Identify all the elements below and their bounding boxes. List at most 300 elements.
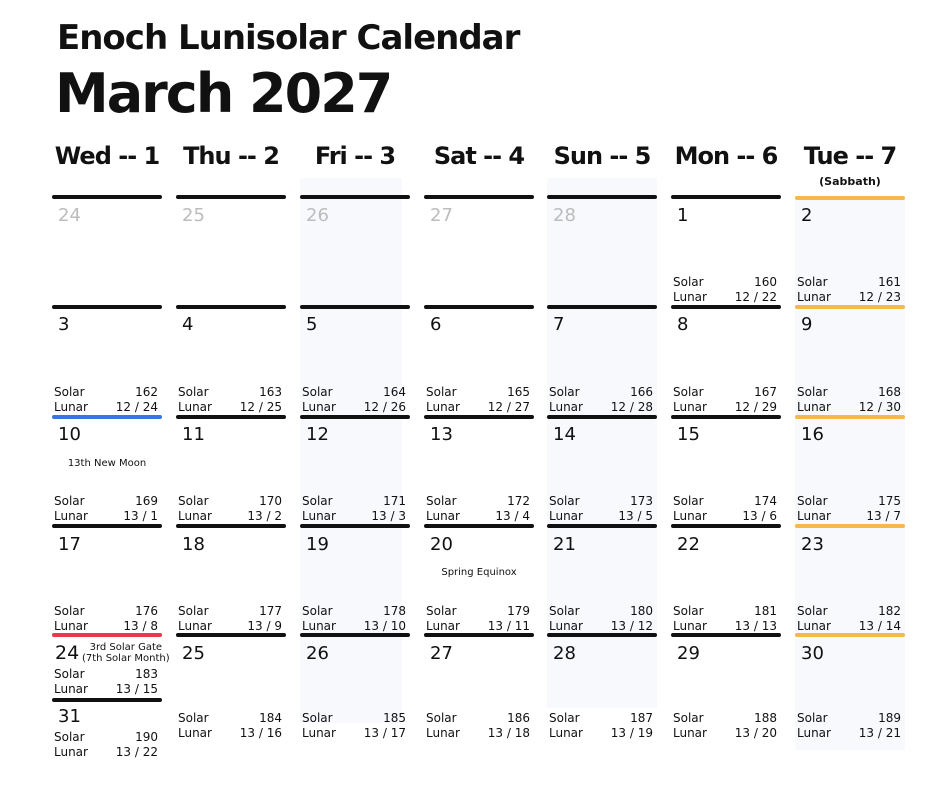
solar-row bbox=[549, 385, 653, 400]
lunar-label: Lunar bbox=[673, 619, 707, 633]
weekday-header: Sun -- 5 bbox=[553, 142, 651, 170]
day-note: 13th New Moon bbox=[67, 458, 147, 469]
solar-row bbox=[673, 385, 777, 400]
solar-label: Solar bbox=[673, 385, 704, 399]
solar-lunar-info bbox=[673, 604, 777, 634]
weekday-header: Wed -- 1 bbox=[54, 142, 160, 170]
lunar-label: Lunar bbox=[549, 619, 583, 633]
solar-row bbox=[673, 494, 777, 509]
lunar-label: Lunar bbox=[54, 509, 88, 523]
lunar-label: Lunar bbox=[54, 745, 88, 759]
solar-lunar-info bbox=[302, 385, 406, 415]
day-number: 5 bbox=[306, 314, 318, 335]
solar-label: Solar bbox=[797, 385, 828, 399]
solar-row bbox=[797, 275, 901, 290]
lunar-row bbox=[673, 619, 777, 634]
solar-lunar-info bbox=[54, 730, 158, 760]
lunar-label: Lunar bbox=[549, 509, 583, 523]
week-divider bbox=[547, 524, 657, 528]
solar-month-line: (7th Solar Month) bbox=[82, 653, 170, 664]
day-number: 17 bbox=[58, 534, 81, 555]
lunar-value: 13 / 11 bbox=[487, 619, 530, 633]
lunar-label: Lunar bbox=[797, 726, 831, 740]
day-number: 28 bbox=[553, 205, 576, 226]
lunar-value: 12 / 30 bbox=[858, 400, 901, 414]
solar-value: 162 bbox=[135, 385, 158, 399]
solar-lunar-info bbox=[426, 385, 530, 415]
day-number: 23 bbox=[801, 534, 824, 555]
week-divider bbox=[795, 196, 905, 200]
solar-gate-note bbox=[82, 642, 170, 664]
solar-label: Solar bbox=[797, 275, 828, 289]
solar-row bbox=[426, 711, 530, 726]
solar-row bbox=[54, 730, 158, 745]
lunar-value: 13 / 13 bbox=[734, 619, 777, 633]
lunar-label: Lunar bbox=[426, 400, 460, 414]
day-column bbox=[424, 0, 534, 788]
lunar-label: Lunar bbox=[797, 400, 831, 414]
day-number: 26 bbox=[306, 643, 329, 664]
day-number: 8 bbox=[677, 314, 689, 335]
day-column bbox=[300, 0, 410, 788]
solar-value: 176 bbox=[135, 604, 158, 618]
day-number: 12 bbox=[306, 424, 329, 445]
solar-label: Solar bbox=[673, 604, 704, 618]
day-number: 18 bbox=[182, 534, 205, 555]
solar-value: 164 bbox=[383, 385, 406, 399]
solar-row bbox=[797, 604, 901, 619]
lunar-row bbox=[797, 619, 901, 634]
day-note: Spring Equinox bbox=[441, 567, 517, 578]
lunar-row bbox=[302, 400, 406, 415]
lunar-value: 13 / 3 bbox=[371, 509, 406, 523]
lunar-row bbox=[797, 509, 901, 524]
lunar-value: 13 / 7 bbox=[866, 509, 901, 523]
lunar-value: 13 / 21 bbox=[858, 726, 901, 740]
solar-value: 183 bbox=[135, 667, 158, 681]
solar-value: 189 bbox=[878, 711, 901, 725]
lunar-value: 13 / 4 bbox=[495, 509, 530, 523]
week-divider bbox=[176, 524, 286, 528]
lunar-value: 12 / 23 bbox=[858, 290, 901, 304]
solar-row bbox=[426, 385, 530, 400]
solar-lunar-info bbox=[673, 275, 777, 305]
lunar-row bbox=[54, 509, 158, 524]
solar-value: 166 bbox=[630, 385, 653, 399]
solar-value: 172 bbox=[507, 494, 530, 508]
solar-label: Solar bbox=[549, 604, 580, 618]
solar-lunar-info bbox=[426, 711, 530, 741]
lunar-label: Lunar bbox=[426, 619, 460, 633]
lunar-row bbox=[426, 400, 530, 415]
solar-value: 179 bbox=[507, 604, 530, 618]
lunar-label: Lunar bbox=[302, 509, 336, 523]
week-divider bbox=[176, 305, 286, 309]
solar-lunar-info bbox=[549, 711, 653, 741]
solar-label: Solar bbox=[178, 604, 209, 618]
lunar-label: Lunar bbox=[178, 619, 212, 633]
solar-row bbox=[302, 385, 406, 400]
lunar-label: Lunar bbox=[673, 400, 707, 414]
lunar-value: 12 / 28 bbox=[610, 400, 653, 414]
day-number: 19 bbox=[306, 534, 329, 555]
week-divider bbox=[671, 415, 781, 419]
lunar-label: Lunar bbox=[426, 509, 460, 523]
lunar-label: Lunar bbox=[673, 726, 707, 740]
solar-label: Solar bbox=[426, 494, 457, 508]
week-divider bbox=[52, 524, 162, 528]
solar-label: Solar bbox=[54, 730, 85, 744]
lunar-value: 13 / 22 bbox=[115, 745, 158, 759]
solar-label: Solar bbox=[54, 385, 85, 399]
solar-label: Solar bbox=[302, 711, 333, 725]
lunar-label: Lunar bbox=[302, 400, 336, 414]
lunar-value: 13 / 9 bbox=[247, 619, 282, 633]
week-divider bbox=[424, 195, 534, 199]
solar-lunar-info bbox=[673, 711, 777, 741]
solar-row bbox=[549, 711, 653, 726]
lunar-row bbox=[54, 619, 158, 634]
day-column bbox=[671, 0, 781, 788]
lunar-label: Lunar bbox=[549, 400, 583, 414]
week-divider bbox=[300, 305, 410, 309]
solar-row bbox=[549, 494, 653, 509]
week-divider bbox=[300, 415, 410, 419]
solar-row bbox=[302, 711, 406, 726]
week-divider bbox=[547, 195, 657, 199]
lunar-value: 12 / 22 bbox=[734, 290, 777, 304]
solar-lunar-info bbox=[426, 604, 530, 634]
lunar-value: 12 / 26 bbox=[363, 400, 406, 414]
week-divider bbox=[300, 195, 410, 199]
solar-label: Solar bbox=[426, 711, 457, 725]
day-number: 4 bbox=[182, 314, 194, 335]
solar-value: 173 bbox=[630, 494, 653, 508]
solar-lunar-info bbox=[549, 494, 653, 524]
solar-lunar-info bbox=[54, 604, 158, 634]
lunar-row bbox=[549, 400, 653, 415]
lunar-label: Lunar bbox=[302, 726, 336, 740]
solar-row bbox=[302, 494, 406, 509]
solar-row bbox=[54, 667, 158, 682]
lunar-value: 12 / 29 bbox=[734, 400, 777, 414]
day-number: 31 bbox=[58, 706, 81, 727]
solar-row bbox=[549, 604, 653, 619]
lunar-label: Lunar bbox=[54, 619, 88, 633]
solar-lunar-info bbox=[549, 385, 653, 415]
solar-label: Solar bbox=[673, 711, 704, 725]
solar-value: 186 bbox=[507, 711, 530, 725]
day-number: 2 bbox=[801, 205, 813, 226]
solar-value: 163 bbox=[259, 385, 282, 399]
lunar-value: 12 / 27 bbox=[487, 400, 530, 414]
week-divider bbox=[795, 305, 905, 309]
week-divider bbox=[424, 524, 534, 528]
lunar-label: Lunar bbox=[797, 509, 831, 523]
solar-lunar-info bbox=[54, 667, 158, 697]
day-column bbox=[52, 0, 170, 788]
week-divider bbox=[547, 305, 657, 309]
day-number: 22 bbox=[677, 534, 700, 555]
solar-label: Solar bbox=[426, 385, 457, 399]
solar-value: 180 bbox=[630, 604, 653, 618]
lunar-row bbox=[797, 290, 901, 305]
lunar-row bbox=[54, 682, 158, 697]
lunar-value: 12 / 25 bbox=[239, 400, 282, 414]
solar-row bbox=[54, 494, 158, 509]
solar-lunar-info bbox=[302, 711, 406, 741]
day-number: 16 bbox=[801, 424, 824, 445]
solar-gate-line: 3rd Solar Gate bbox=[89, 642, 163, 653]
lunar-label: Lunar bbox=[673, 290, 707, 304]
lunar-label: Lunar bbox=[302, 619, 336, 633]
solar-value: 161 bbox=[878, 275, 901, 289]
solar-value: 188 bbox=[754, 711, 777, 725]
solar-row bbox=[673, 711, 777, 726]
solar-value: 165 bbox=[507, 385, 530, 399]
solar-lunar-info bbox=[797, 604, 901, 634]
lunar-row bbox=[178, 509, 282, 524]
lunar-row bbox=[178, 726, 282, 741]
day-number: 26 bbox=[306, 205, 329, 226]
solar-lunar-info bbox=[54, 385, 158, 415]
lunar-label: Lunar bbox=[178, 509, 212, 523]
week-divider bbox=[795, 415, 905, 419]
solar-lunar-info bbox=[426, 494, 530, 524]
solar-lunar-info bbox=[178, 494, 282, 524]
solar-value: 171 bbox=[383, 494, 406, 508]
lunar-value: 13 / 17 bbox=[363, 726, 406, 740]
solar-label: Solar bbox=[549, 711, 580, 725]
day-number: 6 bbox=[430, 314, 442, 335]
solar-label: Solar bbox=[673, 275, 704, 289]
solar-row bbox=[178, 711, 282, 726]
lunar-value: 13 / 19 bbox=[610, 726, 653, 740]
lunar-row bbox=[426, 726, 530, 741]
solar-row bbox=[673, 275, 777, 290]
solar-lunar-info bbox=[178, 711, 282, 741]
lunar-row bbox=[673, 290, 777, 305]
solar-label: Solar bbox=[302, 494, 333, 508]
solar-row bbox=[673, 604, 777, 619]
lunar-label: Lunar bbox=[426, 726, 460, 740]
solar-value: 160 bbox=[754, 275, 777, 289]
week-divider bbox=[176, 195, 286, 199]
day-number: 13 bbox=[430, 424, 453, 445]
solar-row bbox=[178, 494, 282, 509]
weekday-header: Sat -- 4 bbox=[433, 142, 525, 170]
week-divider bbox=[300, 524, 410, 528]
day-number: 30 bbox=[801, 643, 824, 664]
day-number: 15 bbox=[677, 424, 700, 445]
lunar-value: 13 / 18 bbox=[487, 726, 530, 740]
calendar-title: Enoch Lunisolar Calendar bbox=[57, 18, 520, 58]
solar-label: Solar bbox=[178, 711, 209, 725]
solar-lunar-info bbox=[302, 604, 406, 634]
week-divider bbox=[671, 305, 781, 309]
solar-value: 174 bbox=[754, 494, 777, 508]
solar-label: Solar bbox=[549, 385, 580, 399]
lunar-row bbox=[302, 619, 406, 634]
solar-value: 190 bbox=[135, 730, 158, 744]
day-number: 28 bbox=[553, 643, 576, 664]
lunar-row bbox=[797, 726, 901, 741]
solar-label: Solar bbox=[797, 494, 828, 508]
solar-lunar-info bbox=[797, 494, 901, 524]
solar-row bbox=[797, 385, 901, 400]
lunar-row bbox=[673, 726, 777, 741]
solar-lunar-info bbox=[673, 385, 777, 415]
day-number: 27 bbox=[430, 205, 453, 226]
solar-lunar-info bbox=[797, 275, 901, 305]
lunar-value: 13 / 10 bbox=[363, 619, 406, 633]
day-number: 7 bbox=[553, 314, 565, 335]
lunar-row bbox=[549, 726, 653, 741]
solar-value: 170 bbox=[259, 494, 282, 508]
solar-label: Solar bbox=[302, 385, 333, 399]
solar-label: Solar bbox=[673, 494, 704, 508]
lunar-label: Lunar bbox=[178, 726, 212, 740]
day-number: 25 bbox=[182, 205, 205, 226]
solar-label: Solar bbox=[54, 604, 85, 618]
solar-row bbox=[797, 494, 901, 509]
week-divider bbox=[52, 195, 162, 199]
lunar-label: Lunar bbox=[549, 726, 583, 740]
day-column bbox=[795, 0, 905, 788]
solar-lunar-info bbox=[673, 494, 777, 524]
solar-label: Solar bbox=[797, 711, 828, 725]
solar-value: 185 bbox=[383, 711, 406, 725]
solar-lunar-info bbox=[54, 494, 158, 524]
weekday-header: Thu -- 2 bbox=[183, 142, 279, 170]
week-divider bbox=[671, 195, 781, 199]
lunar-value: 13 / 1 bbox=[123, 509, 158, 523]
solar-label: Solar bbox=[797, 604, 828, 618]
lunar-row bbox=[178, 400, 282, 415]
lunar-row bbox=[673, 509, 777, 524]
lunar-value: 13 / 16 bbox=[239, 726, 282, 740]
solar-value: 187 bbox=[630, 711, 653, 725]
lunar-label: Lunar bbox=[673, 509, 707, 523]
lunar-label: Lunar bbox=[797, 619, 831, 633]
sabbath-label: (Sabbath) bbox=[819, 175, 881, 188]
day-column bbox=[547, 0, 657, 788]
lunar-row bbox=[426, 509, 530, 524]
lunar-row bbox=[302, 509, 406, 524]
solar-value: 169 bbox=[135, 494, 158, 508]
solar-row bbox=[797, 711, 901, 726]
lunar-row bbox=[549, 509, 653, 524]
lunar-label: Lunar bbox=[178, 400, 212, 414]
solar-row bbox=[178, 604, 282, 619]
lunar-row bbox=[54, 745, 158, 760]
week-divider bbox=[52, 415, 162, 419]
week-divider bbox=[424, 415, 534, 419]
day-number: 27 bbox=[430, 643, 453, 664]
lunar-value: 13 / 6 bbox=[742, 509, 777, 523]
solar-value: 167 bbox=[754, 385, 777, 399]
solar-value: 175 bbox=[878, 494, 901, 508]
solar-label: Solar bbox=[549, 494, 580, 508]
week-divider bbox=[176, 415, 286, 419]
solar-lunar-info bbox=[797, 711, 901, 741]
solar-value: 184 bbox=[259, 711, 282, 725]
day-number: 1 bbox=[677, 205, 689, 226]
solar-label: Solar bbox=[178, 385, 209, 399]
solar-value: 168 bbox=[878, 385, 901, 399]
lunar-value: 13 / 2 bbox=[247, 509, 282, 523]
lunar-value: 13 / 12 bbox=[610, 619, 653, 633]
solar-row bbox=[54, 385, 158, 400]
solar-lunar-info bbox=[797, 385, 901, 415]
solar-row bbox=[54, 604, 158, 619]
solar-lunar-info bbox=[549, 604, 653, 634]
solar-row bbox=[302, 604, 406, 619]
month-title: March 2027 bbox=[55, 62, 392, 125]
solar-label: Solar bbox=[54, 494, 85, 508]
solar-label: Solar bbox=[302, 604, 333, 618]
day-number: 11 bbox=[182, 424, 205, 445]
lunar-row bbox=[426, 619, 530, 634]
lunar-row bbox=[178, 619, 282, 634]
lunar-value: 12 / 24 bbox=[115, 400, 158, 414]
lunar-row bbox=[797, 400, 901, 415]
day-number: 10 bbox=[58, 424, 81, 445]
week-divider bbox=[52, 698, 162, 702]
weekday-header: Mon -- 6 bbox=[674, 142, 778, 170]
lunar-label: Lunar bbox=[797, 290, 831, 304]
weekday-header: Fri -- 3 bbox=[314, 142, 396, 170]
solar-label: Solar bbox=[426, 604, 457, 618]
lunar-label: Lunar bbox=[54, 400, 88, 414]
day-number: 21 bbox=[553, 534, 576, 555]
solar-lunar-info bbox=[302, 494, 406, 524]
week-divider bbox=[424, 305, 534, 309]
solar-lunar-info bbox=[178, 604, 282, 634]
solar-label: Solar bbox=[178, 494, 209, 508]
lunar-value: 13 / 8 bbox=[123, 619, 158, 633]
week-divider bbox=[795, 524, 905, 528]
solar-row bbox=[426, 604, 530, 619]
solar-label: Solar bbox=[54, 667, 85, 681]
day-number: 29 bbox=[677, 643, 700, 664]
solar-row bbox=[178, 385, 282, 400]
day-number: 20 bbox=[430, 534, 453, 555]
lunar-label: Lunar bbox=[54, 682, 88, 696]
week-divider bbox=[671, 524, 781, 528]
solar-value: 181 bbox=[754, 604, 777, 618]
lunar-value: 13 / 14 bbox=[858, 619, 901, 633]
day-number: 3 bbox=[58, 314, 70, 335]
solar-lunar-info bbox=[178, 385, 282, 415]
week-divider bbox=[547, 415, 657, 419]
lunar-row bbox=[54, 400, 158, 415]
lunar-row bbox=[549, 619, 653, 634]
day-number: 24 bbox=[58, 205, 81, 226]
week-divider bbox=[52, 305, 162, 309]
day-column bbox=[176, 0, 286, 788]
day-number: 24 bbox=[55, 642, 80, 664]
lunar-value: 13 / 5 bbox=[618, 509, 653, 523]
lunar-value: 13 / 15 bbox=[115, 682, 158, 696]
solar-value: 177 bbox=[259, 604, 282, 618]
day-number: 25 bbox=[182, 643, 205, 664]
solar-value: 182 bbox=[878, 604, 901, 618]
weekday-header: Tue -- 7 bbox=[803, 142, 897, 170]
lunar-value: 13 / 20 bbox=[734, 726, 777, 740]
solar-row bbox=[426, 494, 530, 509]
lunar-row bbox=[302, 726, 406, 741]
